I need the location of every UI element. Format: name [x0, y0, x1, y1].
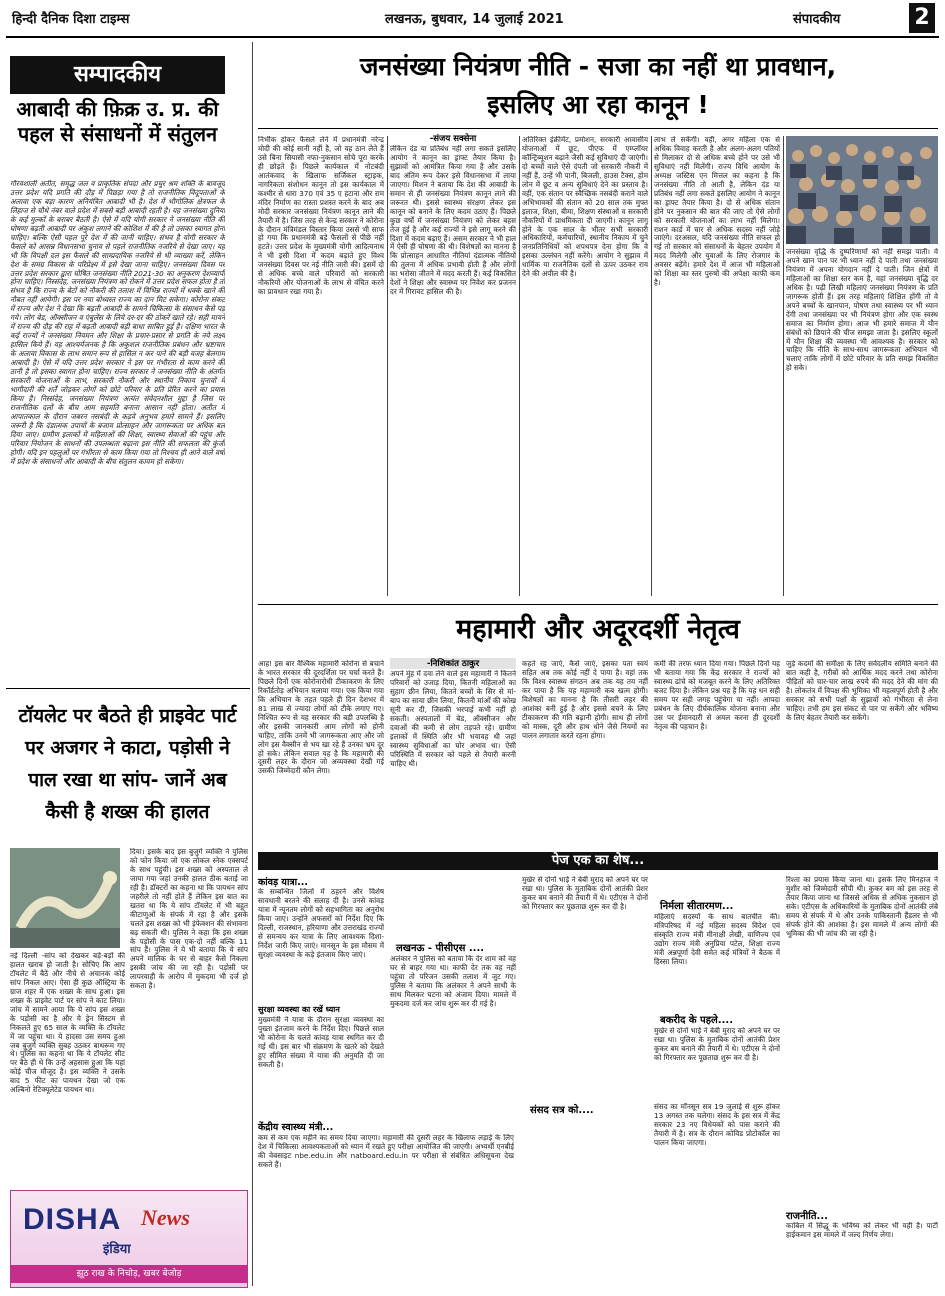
masthead-rule [6, 36, 939, 38]
col-divider-2 [519, 136, 520, 596]
editorial-banner: सम्पादकीय [10, 56, 225, 94]
editorial-headline: आबादी की फ़िक्र उ. प्र. की पहल से संसाधनों में संतुलन [16, 97, 219, 146]
mahamari-byline: -निशिकांत ठाकुर [390, 658, 516, 669]
population-photo [786, 136, 938, 244]
mahamari-col-2: अपने मुंह में दवा लेने वाले इस महामारी ने कितने परिवारों को उजाड़ दिया, कितनी महिलाओं का सुहाग छीन लिया, कितने बच्चों के सिर से मां-बाप का साया छीन लिया, कितनी मांओं की कोख सूनी कर दी, जिसकी भरपाई कभी नहीं हो सकती। अस्पतालों में बेड, ऑक्सीजन और दवाओं की कमी से लोग तड़पते रहे। ग्रामीण इलाकों में स्थिति और भी भयावह थी जहां स्वास्थ्य सुविधाओं का घोर अभाव था। ऐसी परिस्थिति में सरकार को पहले से तैयारी करनी चाहिए थी। [390, 670, 516, 768]
left-column-divider [252, 42, 253, 1286]
lead-headline-rule [258, 128, 938, 129]
bakrid-head: बकरीद के पहले.... [660, 1015, 733, 1026]
mid-col-3: मुखेर से दोनों भाई ने बेबी मुराद को अपने घर पर रखा था। पुलिस के मुताबिक दोनों आतंकी प्रेशर कुकर बम बनाने की तैयारी में थे। एटीएस ने दोनों को गिरफ्तार कर पूछताछ शुरू कर दी है। [522, 876, 648, 911]
kendriya-body: कम से कम एक महीने का समय दिया जाएगा। महामारी की दूसरी लहर के खिलाफ लड़ाई के लिए देश में चिकित्सा आवश्यकताओं को ध्यान में रखते हुए परीक्षा आयोजित की जाएगी। अभ्यर्थी एनबीई की वेबसाइट nbe.edu.in और natboard.edu.in पर परीक्षा से संबंधित अधिसूचना देख सकते हैं। [258, 1134, 514, 1169]
page-number: 2 [909, 3, 935, 33]
snake-headline: टॉयलेट पर बैठते ही प्राइवेट पार्ट पर अजगर ने काटा, पड़ोसी ने पाल रखा था सांप- जानें अब कैसी है शख्स की हालत [18, 705, 237, 823]
kanwar-body: के सम्बन्धित जिलों में ठहरने और विशेष सावधानी बरतने की सलाह दी है। उनसे कांवड़ यात्रा में न्यूनतम लोगों को सहभागिता का अनुरोध किया जाए। उन्होंने अफसरों को निर्देश दिए कि दिल्ली, राजस्थान, हरियाणा और उत्तराखंड राज्यों से समन्वय कर यात्रा के लिए आवश्यक दिशा-निर्देश जारी किए जाएं। मानसून के इस मौसम में सुरक्षा व्यवस्था के कड़े इंतजाम किए जाएं। [258, 888, 384, 959]
continuation-title: पेज एक का शेष... [551, 853, 645, 868]
lead-col-1: निर्भीक होकर फैसले लेने में प्रधानमंत्री नरेन्द्र मोदी की कोई सानी नहीं है, जो वह ठान लेते हैं उसे बिना सियासी नफा-नुकसान सोचे पूरा करके ही छोड़ते हैं। पिछले कार्यकाल में नोटबंदी आतंकवाद के खिलाफ सर्जिकल स्ट्राइक, नागरिकता संशोधन कानून तो इस कार्यकाल में कश्मीर से धारा 370 एवं 35 ए हटाना और राम मंदिर निर्माण का रास्ता प्रशस्त करने के बाद अब मोदी सरकार जनसंख्या नियंत्रण कानून लाने की तैयारी में है। जिस तरह से केन्द्र सरकार ने कोरोना के दौरान मंत्रिमंडल विस्तार किया उससे भी साफ हो गया कि प्रधानमंत्री बड़े फैसलों से पीछे नहीं हटते। उत्तर प्रदेश के मुख्यमंत्री योगी आदित्यनाथ ने भी इसी दिशा में कदम बढ़ाते हुए विश्व जनसंख्या दिवस पर नई नीति जारी की। इसमें दो से अधिक बच्चे वाले परिवारों को सरकारी नौकरियों और योजनाओं के लाभ से वंचित करने का प्रावधान रखा गया है। [258, 136, 384, 297]
dateline: लखनऊ, बुधवार, 14 जुलाई 2021 [385, 12, 564, 27]
lead-col-2: लेकिन दंड या प्रतिबंध नहीं लगा सकते इसलिए आयोग ने कानून का ड्राफ्ट तैयार किया है। सुझावों को आमंत्रित किया गया है और उसके बाद अंतिम रूप देकर इसे विधानसभा में लाया जाएगा। मिशन ने बताया कि देश की आबादी के समान से ही जनसंख्या नियंत्रण कानून लाने की जरूरत थी। इससे स्वास्थ्य संरक्षण लेकर इस कानून को बनाने के लिए कदम उठाए हैं। पिछले कुछ वर्षों में जनसंख्या नियंत्रण को लेकर बहस तेज हुई है और कई राज्यों ने इसे लागू करने की दिशा में कदम बढ़ाए हैं। असम सरकार ने भी हाल में ऐसी ही घोषणा की थी। विशेषज्ञों का मानना है कि प्रोत्साहन आधारित नीतियां दंडात्मक नीतियों की तुलना में अधिक प्रभावी होती हैं और लोगों का भरोसा जीतने में मदद करती हैं। कई विकसित देशों ने शिक्षा और स्वास्थ्य पर निवेश कर प्रजनन दर में गिरावट हासिल की है। [390, 145, 516, 297]
editorial-body: गौरवशाली अतीत, समृद्ध जल व प्राकृतिक संपदा और प्रचुर श्रम शक्ति के बावजूद उत्तर प्रदेश यदि प्रगति की दौड़ में पिछड़ा गया है तो राजनीतिक विदूपताओं के अलावा एक बड़ा कारण अनियंत्रित आबादी भी है। देश में भौगोलिक क्षेत्रफल के लिहाज से चौथे नंबर वाले प्रदेश में सबसे बड़ी आबादी रहती है। यह जनसंख्या दुनिया के कई मुल्कों के बराबर बैठती है। ऐसे में यदि योगी सरकार ने जनसंख्या नीति की घोषणा बढ़ती आबादी पर अंकुश लगाने की कोशिश में की है तो उसका स्वागत होना चाहिए। बल्कि ऐसी पहल पूरे देश में की जानी चाहिए। संभव है योगी सरकार के फैसले को आसन्न विधानसभा चुनाव से पहले राजनीतिक नजरिये से देखा जाए। यह भी कि विपक्षी दल इस फैसले की साम्प्रदायिक नजरिये से भी व्याख्या करें, लेकिन देश के समग्र विकास के परिप्रेक्ष्य में इसे देखा जाना चाहिए। जनसंख्या दिवस पर उत्तर प्रदेश सरकार द्वारा घोषित जनसंख्या नीति 2021-30 का अनुकरण देशव्यापी होना चाहिए। निस्संदेह, जनसंख्या नियंत्रण को रोकने में उत्तर प्रदेश सफल होता है तो संभव है कि राज्य के बेटों को नौकरी की तलाश में विभिन्न राज्यों में धक्के खाने की नौबत नहीं आयेगी। इस पर नया बोध्वस्त राज्य का दान मिट सकेगा। कोरोना संकट में राज्य और देश ने देखा कि बढ़ती आबादी के सामने चिकित्सा के संसाधन कैसे पड़ गये। लोग बेड, ऑक्सीजन व एंबुलेंस के लिये दर-दर की ठोकरें खाते रहे। सही मायने में राज्य की दौड़ की राह में बढ़ती आबादी बड़ी बाधा साबित हुई है। दक्षिण भारत के कई राज्यों ने जनसंख्या नियमन और शिक्षा के प्रचार-प्रसार से प्रगति के नये लक्ष्य हासिल किये हैं। यह आश्चर्यजनक है कि अकुशल राजनीतिक प्रबंधन और भ्रष्टाचार के अलावा विकास के लाभ समान रूप से हासिल न कर पाने की बड़ी वजह बेलगाम आबादी है। ऐसे में यदि उत्तर प्रदेश सरकार ने इस पर गंभीरता से काम करने की ठानी है तो इसका स्वागत होना चाहिए। राज्य सरकार ने जनसंख्या नीति के अंतर्गत सरकारी योजनाओं के लाभ, सरकारी नौकरी और स्थानीय निकाय चुनावों में भागीदारी की शर्तें जोड़कर लोगों को छोटे परिवार के प्रति प्रेरित करने का प्रयास किया है। निस्संदेह, जनसंख्या नियंत्रण अत्यंत संवेदनशील मुद्दा है जिस पर राजनीतिक दलों के बीच आम सहमति बनाना आसान नहीं होता। अतीत में आपातकाल के दौरान जबरन नसबंदी के कड़वे अनुभव हमारे सामने हैं। इसलिए जरूरी है कि दंडात्मक उपायों के बजाय प्रोत्साहन और जागरूकता पर अधिक बल दिया जाए। ग्रामीण इलाकों में महिलाओं की शिक्षा, स्वास्थ्य सेवाओं की पहुंच और परिवार नियोजन के साधनों की उपलब्धता बढ़ाना इस नीति की सफलता की कुंजी होगी। यदि इन पहलुओं पर गंभीरता से काम किया गया तो निश्चय ही आने वाले वर्षों में प्रदेश के संसाधनों और आबादी के बीच संतुलन कायम हो सकेगा। [10, 180, 225, 466]
col-divider-4 [783, 136, 784, 596]
kendriya-head: केंद्रीय स्वास्थ्य मंत्री... [258, 1122, 334, 1133]
mahamari-col-3: कहते रह जाएं, कैसे जाएं, इसका पता स्वयं सहित अब तक कोई नहीं दे पाया है। वहां तक कि विश्व स्वास्थ्य संगठन अब तक यह तय नहीं कर पाया है कि यह महामारी कब खत्म होगी। विशेषज्ञों का मानना है कि तीसरी लहर की आशंका बनी हुई है और इससे बचने के लिए टीकाकरण की गति बढ़ानी होगी। साथ ही लोगों को मास्क, दूरी और हाथ धोने जैसे नियमों का पालन लगातार करते रहना होगा। [522, 660, 648, 740]
lucknow-head: लखनऊ - पीसीएस .... [396, 943, 485, 954]
suraksha-body: मुख्यमंत्री ने यात्रा के दौरान सुरक्षा व्यवस्था का पुख्ता इंतजाम करने के निर्देश दिए। पिछले साल भी कोरोना के चलते कांवड़ यात्रा स्थगित कर दी गई थी। इस बार भी संक्रमण के खतरे को देखते हुए सीमित संख्या में यात्रा की अनुमति दी जा सकती है। [258, 1016, 384, 1069]
lucknow-body: अलंकार ने पुलिस को बताया कि देर शाम को वह घर से बाहर गया था। काफी देर तक वह नहीं पहुंचा तो परिजन उसकी तलाश में जुट गए। पुलिस ने बताया कि अलंकार ने अपने साथी के साथ मिलकर घटना को अंजाम दिया। मामले में मुकदमा दर्ज कर जांच शुरू कर दी गई है। [390, 955, 516, 1008]
mahamari-headline: महामारी और अदूरदर्शी नेतृत्व [456, 614, 740, 645]
col-divider-1 [387, 136, 388, 596]
lead-headline-1: जनसंख्या नियंत्रण नीति - सजा का नहीं था प्रावधान, [359, 52, 837, 81]
lead-headline-2: इसलिए आ रहा कानून ! [487, 90, 709, 119]
snake-body-2: दिया। इसके बाद इस बुजुर्ग व्यक्ति ने पुलिस को फोन किया जो एक लोकल स्नेक एक्सपर्ट के साथ पहुंची। इस शख्स को अस्पताल ले जाया गया जहां उनकी हालत ठीक बताई जा रही है। डॉक्टरों का कहना था कि पायथन सांप जहरीले तो नहीं होते हैं लेकिन इस बात का खतरा था कि ये सांप टॉयलेट में भी बहुत कीटाणुओं के संपर्क में रहा है और इसके चलते इस शख्स को भी इंफेक्शन की संभावना बढ़ सकती थी। पुलिस ने कहा कि इस शख्स के पड़ोसी के पास एक-दो नहीं बल्कि 11 सांप हैं। पुलिस ने ये भी बताया कि ये सांप अपने मालिक के घर से बाहर कैसे निकला इसकी जांच की जा रही है। पड़ोसी पर लापरवाही के आरोप में मुकदमा भी दर्ज हो सकता है। [130, 848, 248, 991]
lead-col-4: लाभ ले सकेंगी। वहीं, अगर महिला एक से अधिक विवाह करती है और अलग-अलग पतियों से मिलाकर दो से अधिक बच्चे होने पर उसे भी सुविधाएं नहीं मिलेंगी। राज्य विधि आयोग के अध्यक्ष जस्टिस एन मित्तल का कहना है कि जनसंख्या नीति तो आती है, लेकिन दंड या प्रतिबंध नहीं लगा सकते इसलिए आयोग ने कानून का ड्राफ्ट तैयार किया है। दो से अधिक संतान होने पर नुकसान की बात की जाए तो ऐसे लोगों को सरकारी योजनाओं का लाभ नहीं मिलेगा। राशन कार्ड में चार से अधिक सदस्य नहीं जोड़े जाएंगे। दरअसल, यदि जनसंख्या नीति सफल हो गई तो सरकार को संसाधनों के बेहतर उपयोग में मदद मिलेगी और युवाओं के लिए रोजगार के अवसर बढ़ेंगे। हमारे देश में आज भी महिलाओं को शिक्षा का स्तर पुरुषों की अपेक्षा काफी कम है। [654, 136, 780, 288]
sansad-body: संसद का मॉनसून सत्र 19 जुलाई से शुरू होकर 13 अगस्त तक चलेगा। संसद के इस सत्र में केंद्र सरकार 23 नए विधेयकों को पास कराने की तैयारी में है। सत्र के दौरान कोविड प्रोटोकॉल का पालन किया जाएगा। [654, 1103, 780, 1147]
snake-image [10, 848, 120, 948]
nirmala-head: निर्मला सीतारमण... [660, 901, 734, 912]
lead-byline: -संजय सक्सेना [429, 134, 477, 144]
nirmala-body: महिलाएं सदस्यों के साथ बातचीत की। मंत्रिपरिषद में नई महिला सदस्य विदेश एवं संस्कृति राज्य मंत्री मीनाक्षी लेखी, वाणिज्य एवं उद्योग राज्य मंत्री अनुप्रिया पटेल, शिक्षा राज्य मंत्री अन्नपूर्णा देवी समेत कई मंत्रियों ने बैठक में हिस्सा लिया। [654, 913, 780, 966]
ad-brand: DISHA [23, 1203, 122, 1236]
ad-tagline: झूठ राख के निचोड़, खबर बेजोड़ [11, 1265, 247, 1283]
rajneeti-head: राजनीति... [786, 1211, 828, 1222]
mahamari-col-1: आह! इस बार वैश्विक महामारी कोरोना से बचाने के भारत सरकार की दूरदर्शिता पर चर्चा करते हैं। पिछले दिनों एक कोरोनारोधी टीकाकरण के लिए रिकॉर्डतोड़ अभियान चलाया गया। एक किया गया कि अभियान के तहत पहले ही दिन देशभर में 81 लाख से ज्यादा लोगों को टीके लगाए गए। निश्चित रूप से यह सरकार की बड़ी उपलब्धि है और इसकी जानकारी आम लोगों को होनी चाहिए, ताकि उनमें भी जागरूकता आए और जो लोग इस वैक्सीन से भय खा रहे हैं उनका भ्रम दूर हो सके। लेकिन सवाल यह है कि महामारी की दूसरी लहर के दौरान जो अव्यवस्था देखी गई उसकी जिम्मेदारी कौन लेगा। [258, 660, 384, 776]
col-divider-3 [651, 136, 652, 596]
snake-top-rule [6, 688, 250, 689]
mahamari-col-4: कमी की तरफ ध्यान दिया गया। पिछले दिनों यह भी बताया गया कि केंद्र सरकार ने राज्यों को स्वास्थ्य ढांचे को मजबूत करने के लिए अतिरिक्त बजट दिया है। लेकिन प्रश्न यह है कि यह धन सही समय पर सही जगह पहुंचेगा या नहीं। आपदा प्रबंधन के लिए दीर्घकालिक योजना बनाना और उस पर ईमानदारी से अमल करना ही दूरदर्शी नेतृत्व की पहचान है। [654, 660, 780, 731]
mahamari-col-5: जुड़े कदमों की समीक्षा के लिए सर्वदलीय समिति बनाने की बात कही है, गरीबों को आर्थिक मदद करने तथा कोरोना पीड़ितों को चार-चार लाख रुपये की मदद देने की मांग की है। लोकतंत्र में विपक्ष की भूमिका भी महत्वपूर्ण होती है और सरकार को सभी पक्षों के सुझावों को गंभीरता से लेना चाहिए। तभी हम इस संकट से पार पा सकेंगे और भविष्य के लिए बेहतर तैयारी कर सकेंगे। [786, 660, 938, 722]
ad-brand-accent: News [141, 1205, 190, 1230]
snake-photo [10, 848, 120, 948]
crowd-image [786, 136, 938, 244]
lead-col-5: जनसंख्या वृद्धि के दुष्परिणामों को नहीं समझ पाती। वे अपने खान पान पर भी ध्यान नहीं दे पाती तथा जनसंख्या नियंत्रण में अपना योगदान नहीं दे पाती। जिन क्षेत्रों में महिलाओं का शिक्षा स्तर कम है, वहां जनसंख्या वृद्धि दर अधिक है। पढ़ी लिखी महिलाएं जनसंख्या नियंत्रण के प्रति जागरूक होती हैं। इस तरह महिलाएं शिक्षित होंगी तो वे अपने बच्चों के खानपान, पोषण तथा स्वास्थ्य पर भी ध्यान देंगी तथा जनसंख्या पर भी नियंत्रण होगा और एक स्वस्थ समाज का निर्माण होगा। आज भी हमारे समाज में यौन संबंधों को छिपाने की चीज समझा जाता है। इसलिए स्कूलों में यौन शिक्षा की व्यवस्था भी आवश्यक है। सरकार को चाहिए कि नीति के साथ-साथ जागरूकता अभियान भी चलाए ताकि लोगों में छोटे परिवार के प्रति समझ विकसित हो सके। [786, 248, 938, 373]
ad-subline: इंडिया [103, 1242, 131, 1257]
bakrid-body: मुखेर से दोनों भाई ने बेबी मुराद को अपने घर पर रखा था। पुलिस के मुताबिक दोनों आतंकी प्रेशर कुकर बम बनाने की तैयारी में थे। एटीएस ने दोनों को गिरफ्तार कर पूछताछ शुरू कर दी है। [654, 1027, 780, 1062]
sansad-head: संसद सत्र को.... [530, 1105, 594, 1116]
section-label: संपादकीय [793, 12, 841, 27]
disha-news-ad [10, 1190, 248, 1288]
kanwar-head: कांवड़ यात्रा... [258, 877, 308, 888]
lead-bottom-rule [258, 604, 938, 605]
suraksha-head: सुरक्षा व्यवस्था का रखें ध्यान [258, 1005, 340, 1014]
paper-name: हिन्दी दैनिक दिशा टाइम्स [12, 12, 130, 27]
continuation-banner [258, 852, 938, 870]
rajneeti-body: काबिल में सिद्धू के भविष्य को लेकर भी यही है। पार्टी हाईकमान इस मामले में जल्द निर्णय लेगा। [786, 1222, 938, 1239]
right-col-body: रिश्ता का प्रयास किया जाना था। इसके लिए मिनहाज ने मुशीर को जिम्मेदारी सौंपी थी। कुकर बम को इस तरह से तैयार किया जाना था जिससे अधिक से अधिक नुकसान हो सके। एटीएस के अधिकारियों के मुताबिक दोनों आतंकी लंबे समय से संपर्क में थे और उनके पाकिस्तानी हैंडलर से भी संपर्क होने की आशंका है। इस मामले में अन्य लोगों की भूमिका की भी जांच की जा रही है। [786, 876, 938, 938]
snake-body: नई दिल्ली -सांप को देखकर बड़े-बड़ों की हालत खराब हो जाती है। सोचिए कि आप टॉयलेट में बैठें और नीचे से अचानक कोई सांप निकल आए। ऐसा ही कुछ ऑस्ट्रिया के ग्राज शहर में एक शख्स के साथ हुआ। इस शख्स के प्राइवेट पार्ट पर सांप ने काट लिया। जांच में सामने आया कि ये सांप इस शख्स के पड़ोसी का है और ये ड्रेन सिस्टम से निकलते हुए 65 साल के व्यक्ति के टॉयलेट में जा पहुंचा था। ये हादसा उस समय हुआ जब बुजुर्ग व्यक्ति सुबह उठकर बाथरूम गए थे। पुलिस का कहना था कि ये टॉयलेट सीट पर बैठे ही थे कि उन्हें अहसास हुआ कि यहां कोई चीज मौजूद है। इस व्यक्ति ने उसके बाद 5 फीट का पायथन देखा जो एक अल्बिनो रेटिक्यूलेटेड पायथन था। [10, 952, 125, 1095]
lead-col-3: अतिरिक्त इंक्रीमेंट, प्रमोशन, सरकारी आवासीय योजनाओं में छूट, पीएफ में एम्प्लॉयर कॉन्ट्रिब्यूशन बढ़ाने जैसी कई सुविधाएं दी जाएंगी। दो बच्चों वाले ऐसे दंपती जो सरकारी नौकरी में नहीं हैं, उन्हें भी पानी, बिजली, हाउस टैक्स, होम लोन में छूट व अन्य सुविधाएं देने का प्रस्ताव है। वहीं, एक संतान पर स्वैच्छिक नसबंदी कराने वाले अभिभावकों की संतान को 20 साल तक मुफ्त इलाज, शिक्षा, बीमा, शिक्षण संस्थाओं व सरकारी नौकरियों में प्राथमिकता दी जाएगी। कानून लागू होने के एक साल के भीतर सभी सरकारी अधिकारियों, कर्मचारियों, स्थानीय निकाय में चुने जनप्रतिनिधियों को शपथपत्र देना होगा कि वे इसका उल्लंघन नहीं करेंगे। आयोग ने सुझाव में धार्मिक या राजनैतिक दलों से ऊपर उठकर राय देने की अपील की है। [522, 136, 648, 279]
